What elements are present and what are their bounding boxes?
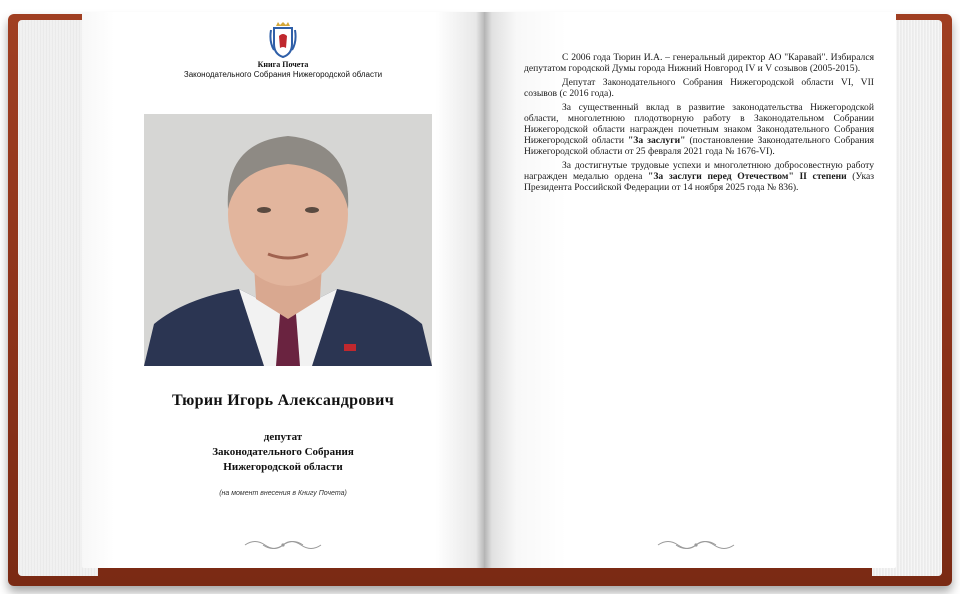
ornament-left-icon <box>243 538 323 552</box>
right-page <box>484 12 896 568</box>
role-line-3: Нижегородской области <box>223 461 343 473</box>
bio-paragraph-3 <box>524 102 874 157</box>
role-line-1: депутат <box>263 431 303 443</box>
coat-of-arms-icon <box>268 22 298 58</box>
bio-paragraph-1: С 2006 года Тюрин И.А. – генеральный директор АО "Каравай". Избирался депутатом городской Думы города Нижний Новгород IV и V созывов (2005-2015). <box>524 52 874 74</box>
entry-note: (на момент внесения в Книгу Почета) <box>219 490 347 497</box>
book <box>4 8 956 588</box>
bio-p4-text-a: За достигнутые трудовые успехи и многолетнюю добросовестную работу награжден медалью ордена <box>524 160 874 182</box>
left-page <box>82 12 484 568</box>
award-badge-name: "За заслуги" <box>627 135 686 146</box>
portrait-photo <box>144 114 432 366</box>
award-medal-name: "За заслуги перед Отечеством" II степени <box>648 171 847 182</box>
person-role <box>82 430 484 475</box>
person-name: Тюрин Игорь Александрович <box>171 392 395 409</box>
bio-p4-text-c: (Указ Президента Российской Федерации от 14 ноября 2025 года № 836). <box>524 171 875 193</box>
ornament-right-icon <box>656 538 736 552</box>
book-subtitle: Законодательного Собрания Нижегородской области <box>183 70 383 79</box>
role-line-2: Законодательного Собрания <box>212 446 354 458</box>
bio-paragraph-4 <box>524 160 874 193</box>
bio-p3-text-a: За существенный вклад в развитие законодательства Нижегородской области, многолетнюю плодотворную работу в Законодательном Собрании Нижегородской области награжден почетным знаком Законодательного Собрания Нижегородской области <box>524 102 874 146</box>
biography-text <box>524 52 874 196</box>
bio-p3-text-c: (постановление Законодательного Собрания Нижегородской области от 25 февраля 2021 года № 1676-VI). <box>524 135 874 157</box>
bio-paragraph-2: Депутат Законодательного Собрания Нижегородской области VI, VII созывов (с 2016 года). <box>524 77 874 99</box>
book-gutter <box>476 12 492 568</box>
book-title: Книга Почета <box>257 60 309 69</box>
